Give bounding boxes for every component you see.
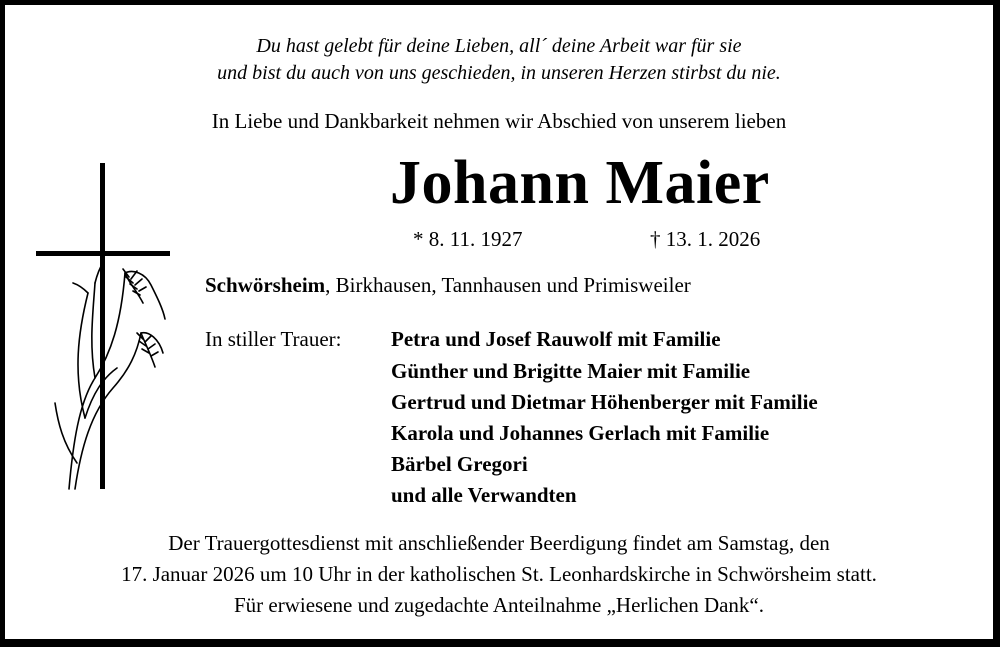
cross-with-wheat-icon xyxy=(33,163,173,493)
footer-line-3: Für erwiesene und zugedachte Anteilnahme „Herlichen Dank“. xyxy=(233,593,765,617)
intro-text: In Liebe und Dankbarkeit nehmen wir Abschied von unserem lieben xyxy=(211,109,787,133)
deceased-name: Johann Maier xyxy=(390,149,770,217)
mourner-4: Karola und Johannes Gerlach mit Familie xyxy=(391,421,770,445)
obituary-card xyxy=(5,5,993,639)
footer-line-1: Der Trauergottesdienst mit anschließender Beerdigung findet am Samstag, den xyxy=(168,531,830,555)
mourner-6: und alle Verwandten xyxy=(391,483,577,507)
birth-date: * 8. 11. 1927 xyxy=(413,227,523,251)
footer-line-2: 17. Januar 2026 um 10 Uhr in der katholischen St. Leonhardskirche in Schwörsheim statt. xyxy=(121,562,877,586)
places-line xyxy=(205,273,691,298)
mourner-2: Günther und Brigitte Maier mit Familie xyxy=(391,359,751,383)
places-rest: , Birkhausen, Tannhausen und Primisweiler xyxy=(325,273,691,297)
verse-line-2: und bist du auch von uns geschieden, in unseren Herzen stirbst du nie. xyxy=(217,62,781,84)
mourner-3: Gertrud und Dietmar Höhenberger mit Familie xyxy=(391,390,818,414)
mourner-5: Bärbel Gregori xyxy=(391,452,528,476)
mourner-1: Petra und Josef Rauwolf mit Familie xyxy=(391,327,721,351)
places-main: Schwörsheim xyxy=(205,273,326,297)
verse-line-1: Du hast gelebt für deine Lieben, all´ deine Arbeit war für sie xyxy=(256,35,742,57)
death-date: † 13. 1. 2026 xyxy=(650,227,761,251)
mourning-label: In stiller Trauer: xyxy=(205,327,342,351)
